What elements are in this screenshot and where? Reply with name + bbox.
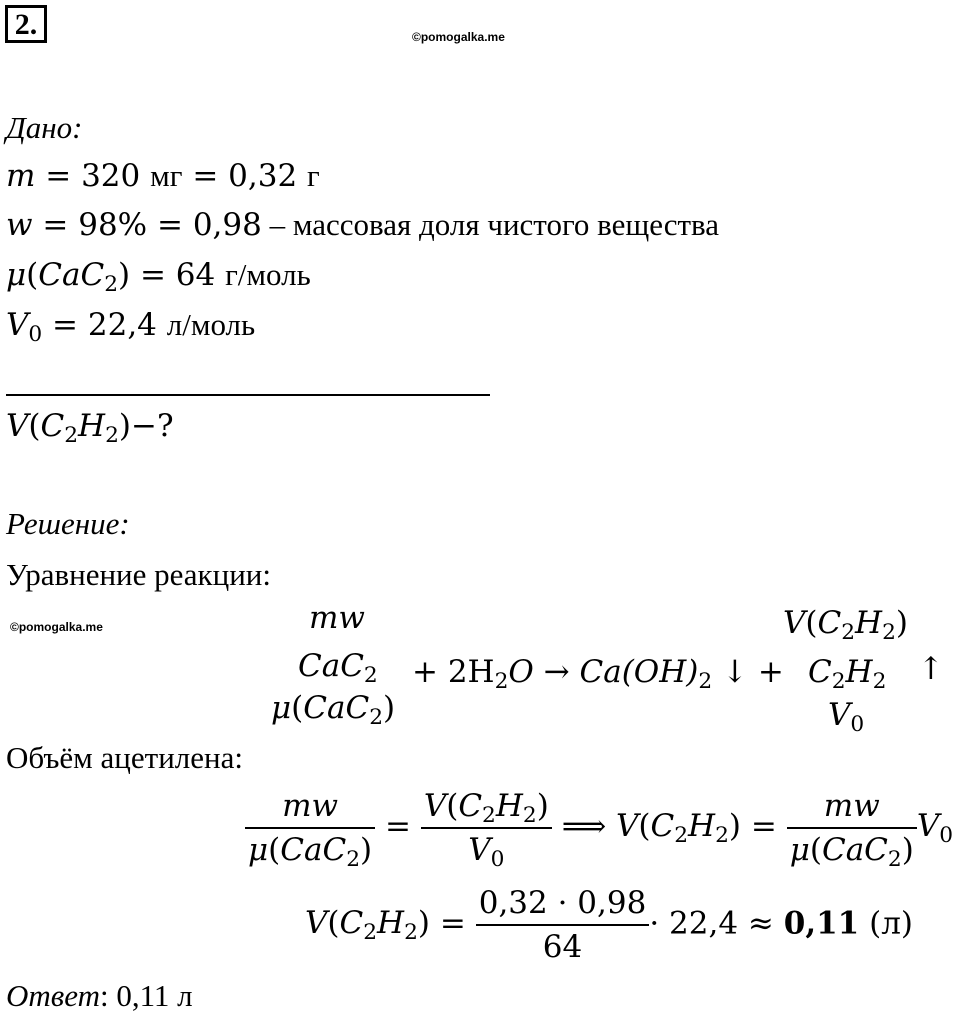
v0-unit: л/моль xyxy=(166,307,256,342)
implies-icon: ⟹ xyxy=(561,808,607,845)
mass-eq1: = 320 xyxy=(35,158,151,194)
f2-denominator: $V_0$ xyxy=(468,831,505,872)
above-right-c: C xyxy=(817,605,842,641)
given-molar-mass xyxy=(6,257,311,298)
reaction-label: Уравнение реакции: xyxy=(6,557,271,592)
eq2-equals: = xyxy=(439,905,466,942)
v0-symbol: V xyxy=(6,307,29,343)
find-line xyxy=(6,408,174,449)
watermark-top: ©pomogalka.me xyxy=(412,30,505,44)
reaction-above-right: $V(C_2H_2)$ xyxy=(783,605,909,646)
find-h: H xyxy=(78,408,106,444)
after-oh: ↓ + xyxy=(712,654,784,690)
find-h-sub: 2 xyxy=(105,423,119,449)
f1-numerator: mw xyxy=(282,788,339,824)
h2o-sub: 2 xyxy=(494,669,509,695)
answer-text: : 0,11 л xyxy=(99,978,193,1013)
mass-unit1: мг xyxy=(150,158,183,193)
c2h2-c: C xyxy=(808,654,832,690)
reaction-plus-h: + 2H xyxy=(412,654,495,690)
eq2-denominator: 64 xyxy=(542,928,583,965)
eq2-tail: · 22,4 ≈ xyxy=(649,905,784,942)
f1-denominator: μ(CaC$_2$) xyxy=(248,831,373,872)
v0-sub: 0 xyxy=(28,322,43,348)
answer-line xyxy=(6,978,193,1014)
below-right-v: V xyxy=(828,697,851,733)
equation-ratio xyxy=(245,788,954,872)
given-heading: Дано: xyxy=(6,110,83,145)
above-right-c-sub: 2 xyxy=(841,620,856,646)
given-mass-fraction xyxy=(6,207,719,243)
below-right-sub: 0 xyxy=(850,712,865,738)
w-eq: = 98% = 0,98 xyxy=(32,207,262,243)
mu-open: ( xyxy=(26,257,39,293)
find-c-sub: 2 xyxy=(64,423,79,449)
up-arrow-icon: ↑ xyxy=(918,651,944,687)
cac2-sub: 2 xyxy=(363,663,378,689)
v0-eq: = 22,4 xyxy=(42,307,167,343)
eq1-tail: $V_0$ xyxy=(916,808,954,849)
eq1-lhs: $V(C_2H_2)$ xyxy=(616,808,742,849)
above-right-h-sub: 2 xyxy=(882,620,896,646)
reaction-below-right xyxy=(828,697,865,738)
find-open: ( xyxy=(28,408,41,444)
mu-unit: г/моль xyxy=(225,257,311,292)
mass-symbol: m xyxy=(6,158,36,194)
mass-unit2: г xyxy=(307,158,320,193)
reaction-cac2 xyxy=(298,648,378,689)
mu-close: ) xyxy=(118,257,131,293)
mu-formula: CaC xyxy=(38,257,105,293)
fraction-mw-over-mu-2 xyxy=(787,788,917,872)
find-close: ) xyxy=(118,408,132,444)
h2o-tail: O → Ca(OH) xyxy=(508,654,699,690)
mu-sub: 2 xyxy=(104,272,118,298)
above-right-h: H xyxy=(855,605,883,641)
answer-label: Ответ xyxy=(6,978,100,1013)
watermark-middle: ©pomogalka.me xyxy=(10,620,103,634)
reaction-above-left: mw xyxy=(309,600,365,636)
eq2-numerator: 0,32 · 0,98 xyxy=(478,885,647,921)
w-description: – массовая доля чистого вещества xyxy=(261,207,720,242)
cac2-text: CaC xyxy=(298,648,364,684)
below-left-formula: CaC xyxy=(303,690,370,726)
eq2-lhs: $V(C_2H_2)$ xyxy=(305,905,431,946)
given-divider xyxy=(6,394,490,396)
problem-number: 2. xyxy=(5,5,47,43)
mu-eq: = 64 xyxy=(130,257,226,293)
below-left-sub: 2 xyxy=(369,705,383,731)
equation-numeric xyxy=(305,885,913,965)
eq2-unit: (л) xyxy=(859,905,914,942)
f3-denominator: μ(CaC$_2$) xyxy=(789,831,914,872)
below-left-mu: μ xyxy=(271,690,292,726)
eq1-equals: = xyxy=(384,808,411,845)
f2-numerator: $V(C_2H_2)$ xyxy=(423,788,549,829)
volume-label: Объём ацетилена: xyxy=(6,740,243,775)
eq1-equals-2: = xyxy=(750,808,777,845)
mass-eq2: = 0,32 xyxy=(182,158,308,194)
eq2-result: 0,11 xyxy=(783,905,860,942)
find-v: V xyxy=(6,408,29,444)
solution-heading: Решение: xyxy=(6,506,130,541)
c2h2-h: H xyxy=(845,654,873,690)
oh-sub: 2 xyxy=(698,669,713,695)
c2h2-h-sub: 2 xyxy=(872,669,887,695)
fraction-mw-over-mu xyxy=(245,788,375,872)
find-tail: −? xyxy=(131,408,174,444)
w-symbol: w xyxy=(6,207,33,243)
given-mass xyxy=(6,158,320,194)
reaction-middle xyxy=(412,654,784,695)
reaction-below-left: μ(CaC$_2$) xyxy=(271,690,396,731)
f3-numerator: mw xyxy=(823,788,880,824)
given-molar-volume xyxy=(6,307,256,348)
find-c: C xyxy=(40,408,65,444)
reaction-c2h2 xyxy=(808,654,887,695)
mu-symbol: μ xyxy=(6,257,27,293)
fraction-v-over-v0 xyxy=(421,788,552,872)
above-right-v: V xyxy=(783,605,806,641)
fraction-numeric xyxy=(476,885,650,965)
c2h2-c-sub: 2 xyxy=(831,669,846,695)
